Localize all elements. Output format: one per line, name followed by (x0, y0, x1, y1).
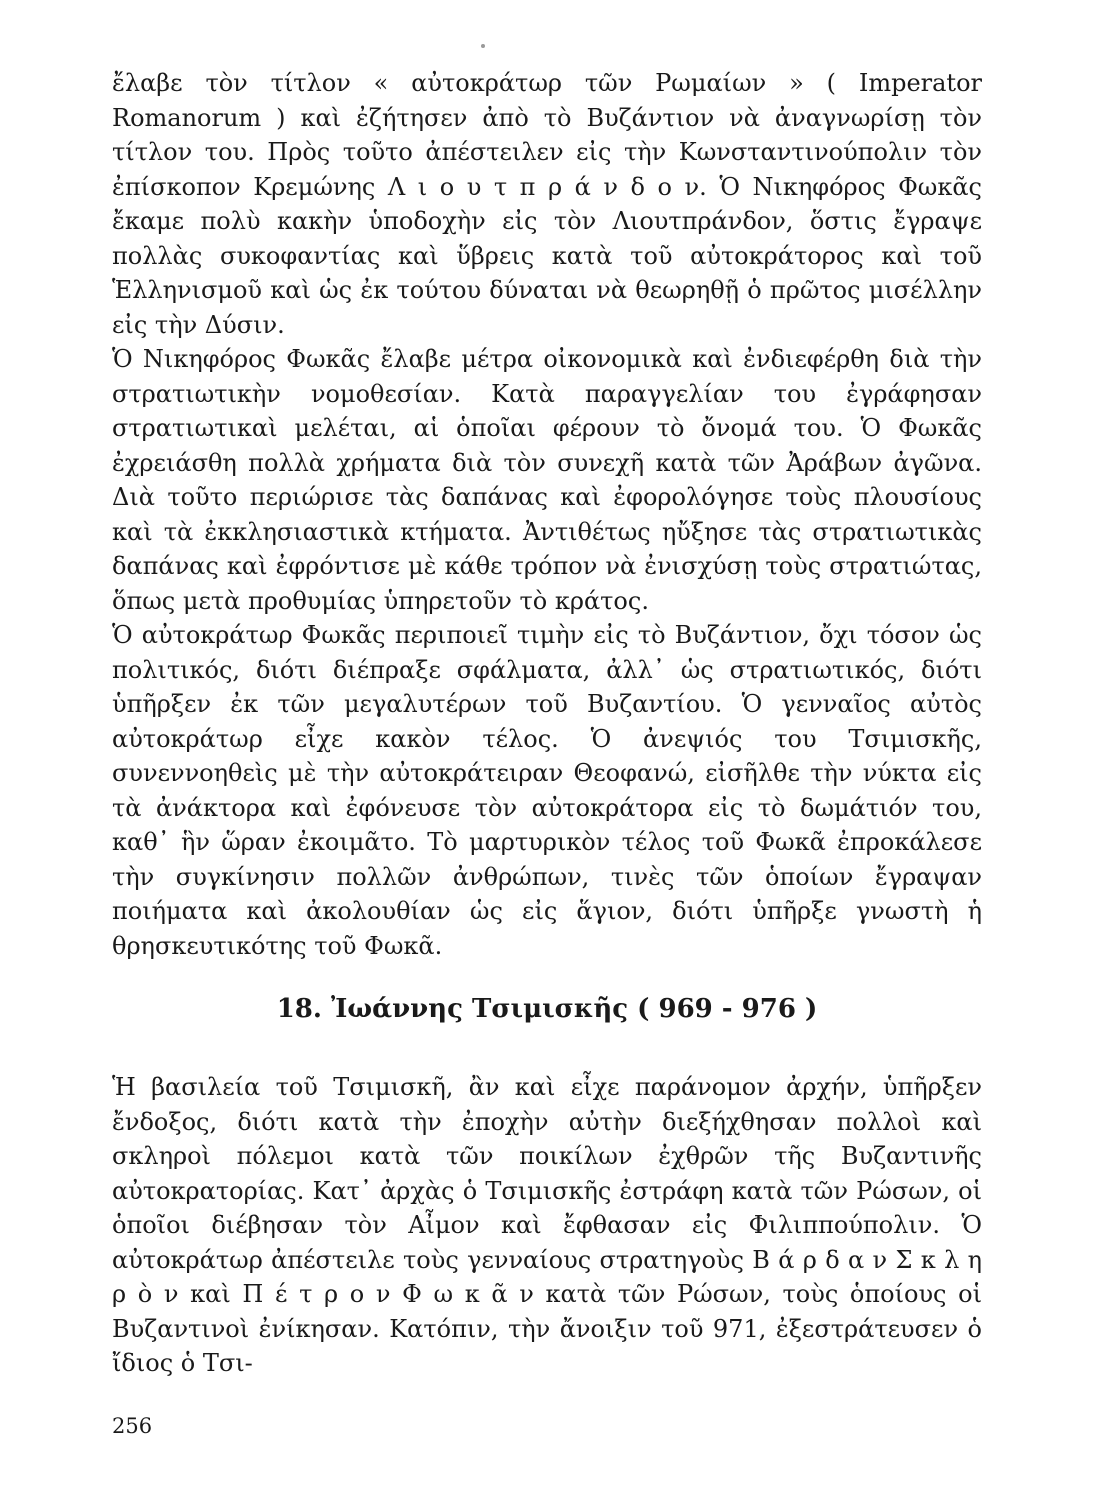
text-block-top (112, 66, 982, 963)
text-block-bottom (112, 1070, 982, 1381)
paragraph-phocas-end: Ὁ αὐτοκράτωρ Φωκᾶς περιποιεῖ τιμὴν εἰς τὸ Βυζάντιον, ὄχι τόσον ὡς πολιτικός, διότι διέπραξε σφάλματα, ἀλλ᾽ ὡς στρατιωτικός, διότι ὑπῆρξεν ἐκ τῶν μεγαλυτέρων τοῦ Βυζαντίου. Ὁ γενναῖος αὐτὸς αὐτοκράτωρ εἶχε κακὸν τέλος. Ὁ ἀνεψιός του Τσιμισκῆς, συνεννοηθεὶς μὲ τὴν αὐτοκράτειραν Θεοφανώ, εἰσῆλθε τὴν νύκτα εἰς τὰ ἀνάκτορα καὶ ἐφόνευσε τὸν αὐτοκράτορα εἰς τὸ δωμάτιόν του, καθ᾽ ἣν ὥραν ἐκοιμᾶτο. Τὸ μαρτυρικὸν τέλος τοῦ Φωκᾶ ἐπροκάλεσε τὴν συγκίνησιν πολλῶν ἀνθρώπων, τινὲς τῶν ὁποίων ἔγραψαν ποιήματα καὶ ἀκολουθίαν ὡς εἰς ἅγιον, διότι ὑπῆρξε γνωστὴ ἡ θρησκευτικότης τοῦ Φωκᾶ. (112, 621, 982, 960)
paragraph-tzimiskes-reign: Ἡ βασιλεία τοῦ Τσιμισκῆ, ἂν καὶ εἶχε παράνομον ἀρχήν, ὑπῆρξεν ἔνδοξος, διότι κατὰ τὴν ἐποχὴν αὐτὴν διεξήχθησαν πολλοὶ καὶ σκληροὶ πόλεμοι κατὰ τῶν ποικίλων ἐχθρῶν τῆς Βυζαντινῆς αὐτοκρατορίας. Κατ᾽ ἀρχὰς ὁ Τσιμισκῆς ἐστράφη κατὰ τῶν Ρώσων, οἱ ὁποῖοι διέβησαν τὸν Αἶμον καὶ ἔφθασαν εἰς Φιλιππούπολιν. Ὁ αὐτοκράτωρ ἀπέστειλε τοὺς γενναίους στρατηγοὺς Β ά ρ δ α ν Σ κ λ η ρ ὸ ν καὶ Π έ τ ρ ο ν Φ ω κ ᾶ ν κατὰ τῶν Ρώσων, τοὺς ὁποίους οἱ Βυζαντινοὶ ἐνίκησαν. Κατόπιν, τὴν ἄνοιξιν τοῦ 971, ἐξεστράτευσεν ὁ ἴδιος ὁ Τσι- (112, 1073, 982, 1377)
scan-speck (481, 44, 485, 48)
paragraph-fiscal-measures: Ὁ Νικηφόρος Φωκᾶς ἔλαβε μέτρα οἰκονομικὰ καὶ ἐνδιεφέρθη διὰ τὴν στρατιωτικὴν νομοθεσίαν. Κατὰ παραγγελίαν του ἐγράφησαν στρατιωτικαὶ μελέται, αἱ ὁποῖαι φέρουν τὸ ὄνομά του. Ὁ Φωκᾶς ἐχρειάσθη πολλὰ χρήματα διὰ τὸν συνεχῆ κατὰ τῶν Ἀράβων ἀγῶνα. Διὰ τοῦτο περιώρισε τὰς δαπάνας καὶ ἐφορολόγησε τοὺς πλουσίους καὶ τὰ ἐκκλησιαστικὰ κτήματα. Ἀντιθέτως ηὔξησε τὰς στρατιωτικὰς δαπάνας καὶ ἐφρόντισε μὲ κάθε τρόπον νὰ ἐνισχύσῃ τοὺς στρατιώτας, ὅπως μετὰ προθυμίας ὑπηρετοῦν τὸ κράτος. (112, 345, 982, 615)
page-number: 256 (112, 1414, 153, 1438)
paragraph-continued: ἔλαβε τὸν τίτλον « αὐτοκράτωρ τῶν Ρωμαίων » ( Imperator Romanorum ) καὶ ἐζήτησεν ἀπὸ τὸ Βυζάντιον νὰ ἀναγνωρίσῃ τὸν τίτλον του. Πρὸς τοῦτο ἀπέστειλεν εἰς τὴν Κωνσταντινούπολιν τὸν ἐπίσκοπον Κρεμώνης Λ ι ο υ τ π ρ ά ν δ ο ν. Ὁ Νικηφόρος Φωκᾶς ἔκαμε πολὺ κακὴν ὑποδοχὴν εἰς τὸν Λιουτπράνδον, ὅστις ἔγραψε πολλὰς συκοφαντίας καὶ ὕβρεις κατὰ τοῦ αὐτοκράτορος καὶ τοῦ Ἑλληνισμοῦ καὶ ὡς ἐκ τούτου δύναται νὰ θεωρηθῇ ὁ πρῶτος μισέλλην εἰς τὴν Δύσιν. (112, 69, 982, 339)
section-heading: 18. Ἰωάννης Τσιμισκῆς ( 969 - 976 ) (276, 994, 818, 1024)
